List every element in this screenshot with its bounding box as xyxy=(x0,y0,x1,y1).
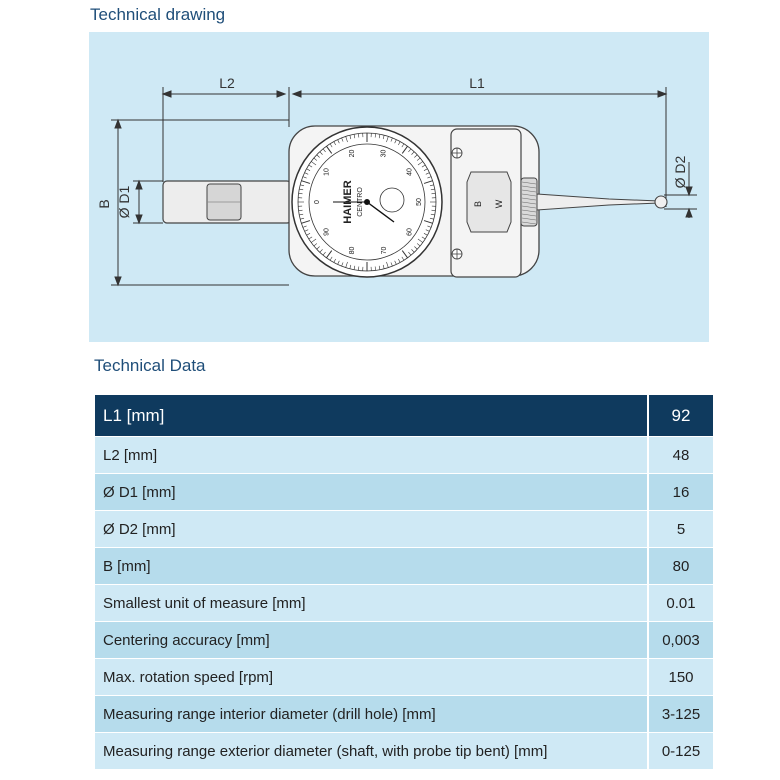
table-row xyxy=(95,696,713,733)
dim-label-d1: Ø D1 xyxy=(116,185,132,219)
body-mark-b: B xyxy=(473,200,483,208)
dial-number: 30 xyxy=(380,149,388,158)
table-cell-value: 5 xyxy=(648,511,713,548)
body-mark-w: W xyxy=(494,199,504,209)
table-row xyxy=(95,659,713,696)
table-cell-value: 0-125 xyxy=(648,733,713,770)
table-row xyxy=(95,733,713,770)
dim-label-d2: Ø D2 xyxy=(672,155,688,189)
dim-label-l1: L1 xyxy=(469,75,485,91)
table-cell-label: B [mm] xyxy=(95,548,648,585)
technical-data-table xyxy=(95,395,713,770)
dial-number: 60 xyxy=(406,228,414,236)
table-cell-value: 0,003 xyxy=(648,622,713,659)
dial-number: 20 xyxy=(349,149,357,158)
dial-number: 0 xyxy=(314,200,321,204)
dial-number: 50 xyxy=(416,198,423,206)
brand-logo-text: HAIMER xyxy=(342,180,354,224)
table-cell-label: Measuring range exterior diameter (shaft, with probe tip bent) [mm] xyxy=(95,733,648,770)
table-row xyxy=(95,474,713,511)
dial-number: 80 xyxy=(349,246,357,255)
technical-drawing-title: Technical drawing xyxy=(90,5,226,24)
table-cell-value: 48 xyxy=(648,437,713,474)
dim-label-b: B xyxy=(96,199,112,209)
table-row xyxy=(95,548,713,585)
probe-housing xyxy=(451,129,667,277)
table-row xyxy=(95,622,713,659)
table-cell-value: 80 xyxy=(648,548,713,585)
table-cell-label: L1 [mm] xyxy=(95,395,648,437)
table-cell-value: 3-125 xyxy=(648,696,713,733)
table-cell-label: Ø D2 [mm] xyxy=(95,511,648,548)
dial-number: 10 xyxy=(323,168,331,176)
dim-label-l2: L2 xyxy=(219,75,235,91)
table-row xyxy=(95,437,713,474)
table-cell-value: 92 xyxy=(648,395,713,437)
dial-number: 40 xyxy=(406,168,414,176)
table-row xyxy=(95,585,713,622)
technical-data-title: Technical Data xyxy=(94,356,206,375)
technical-drawing-panel xyxy=(89,32,709,342)
table-header-row xyxy=(95,395,713,437)
dial-number: 70 xyxy=(380,246,388,255)
table-cell-value: 150 xyxy=(648,659,713,696)
shank xyxy=(163,181,291,223)
table-cell-label: Measuring range interior diameter (drill hole) [mm] xyxy=(95,696,648,733)
table-cell-label: Ø D1 [mm] xyxy=(95,474,648,511)
table-cell-value: 0.01 xyxy=(648,585,713,622)
table-cell-label: L2 [mm] xyxy=(95,437,648,474)
dial-gauge xyxy=(292,127,442,277)
table-cell-label: Centering accuracy [mm] xyxy=(95,622,648,659)
technical-drawing xyxy=(89,32,709,342)
table-cell-label: Max. rotation speed [rpm] xyxy=(95,659,648,696)
table-cell-label: Smallest unit of measure [mm] xyxy=(95,585,648,622)
dial-number: 90 xyxy=(323,228,331,236)
model-text: CENTRO xyxy=(357,187,364,217)
table-row xyxy=(95,511,713,548)
table-cell-value: 16 xyxy=(648,474,713,511)
